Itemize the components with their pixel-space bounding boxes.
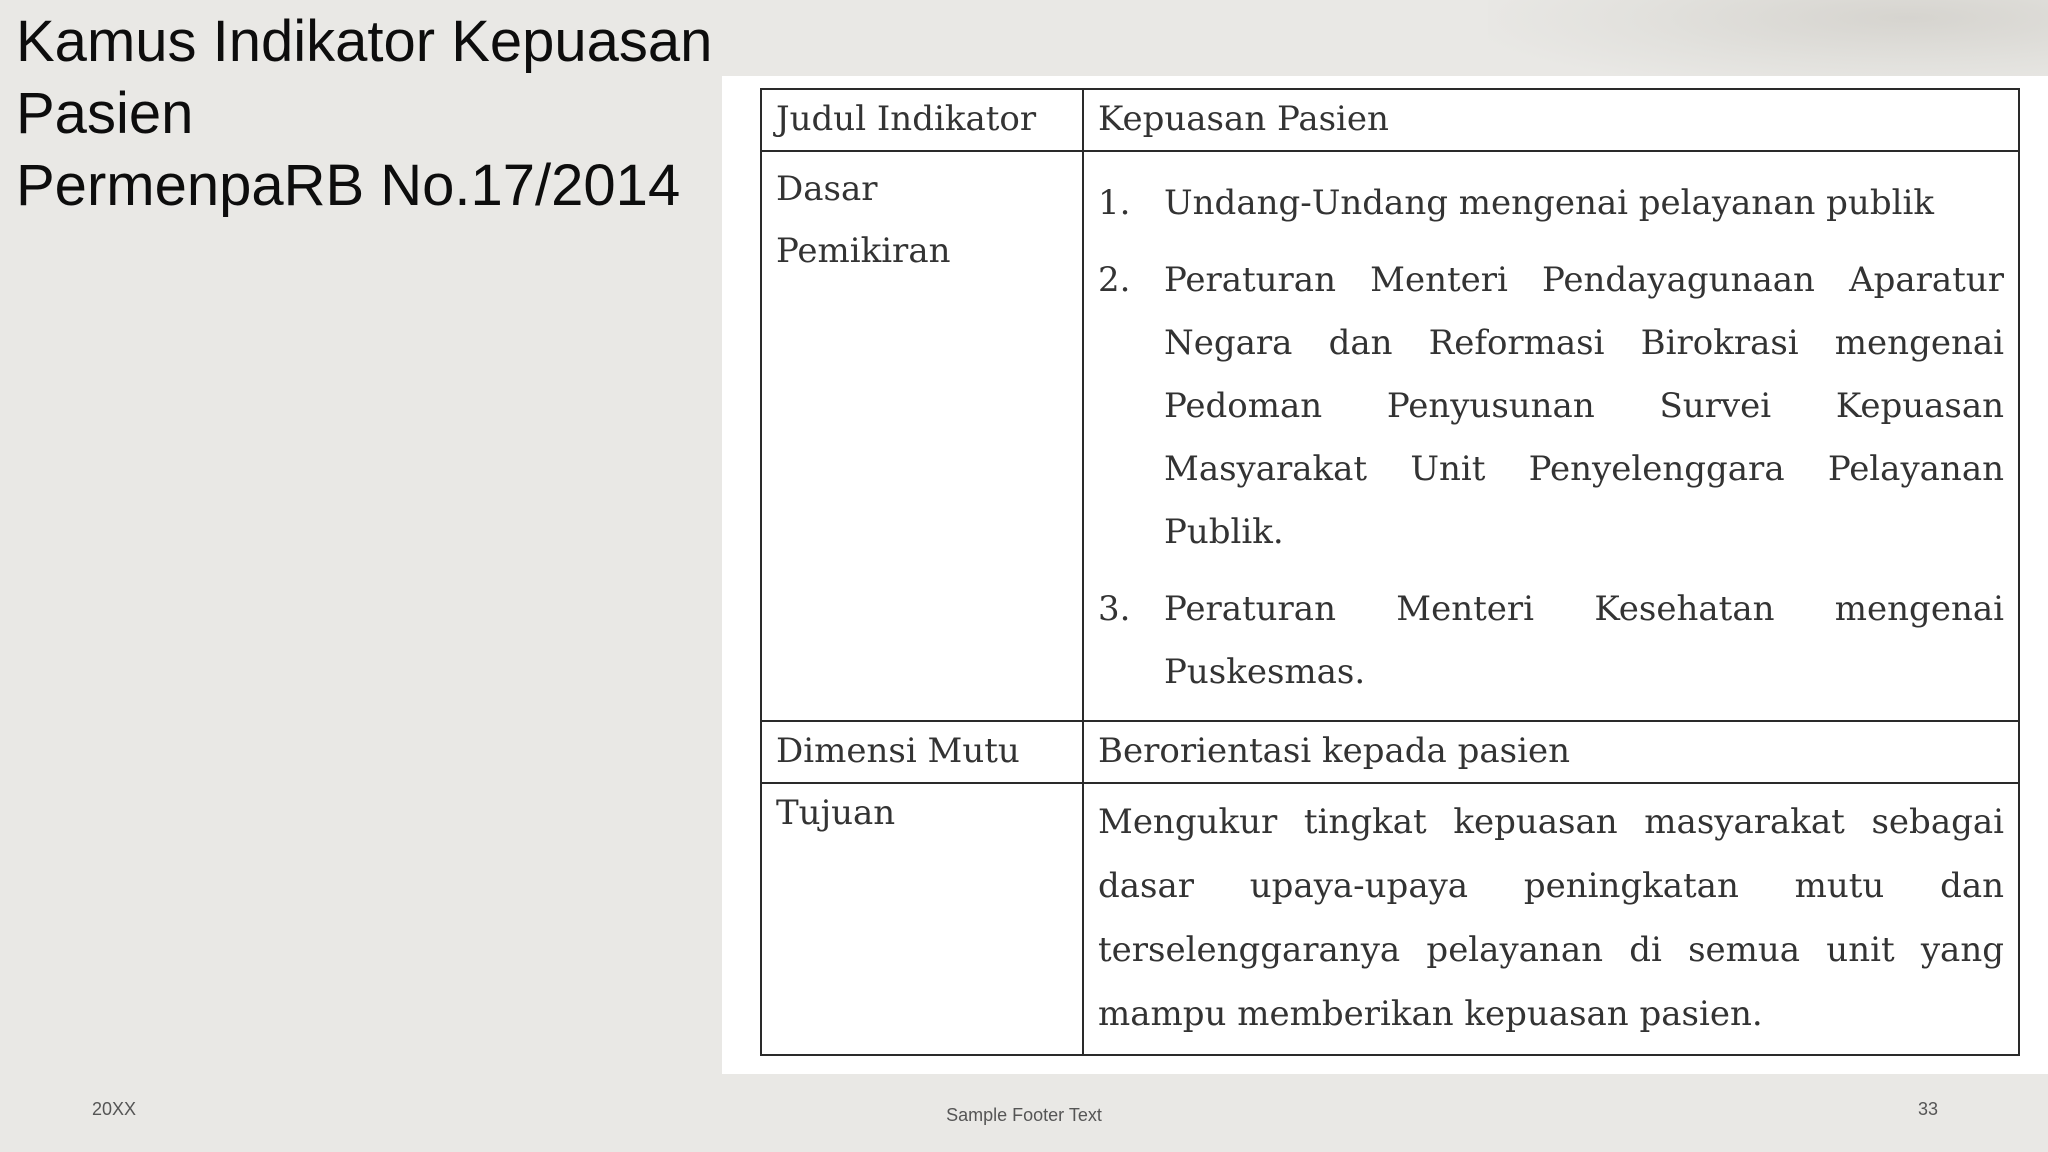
tujuan-text: Mengukur tingkat kepuasan masyarakat sebagai dasar upaya-upaya peningkatan mutu dan terselenggaranya pelayanan di semua unit yang mampu memberikan kepuasan pasien.: [1098, 802, 2004, 1034]
row-value: Berorientasi kepada pasien: [1083, 721, 2019, 783]
list-number: 3.: [1098, 589, 1131, 629]
title-line: PermenpaRB No.17/2014: [16, 153, 681, 218]
list-item: [1098, 172, 2004, 235]
list-number: 2.: [1098, 260, 1131, 300]
list-item: [1098, 249, 2004, 564]
list-number: 1.: [1098, 183, 1131, 223]
label-line: Pemikiran: [776, 231, 951, 271]
row-label: Tujuan: [761, 783, 1083, 1055]
table-row: [761, 721, 2019, 783]
table-row: [761, 783, 2019, 1055]
row-label: Dimensi Mutu: [761, 721, 1083, 783]
table-row: [761, 89, 2019, 151]
slide-title: [16, 6, 756, 222]
list-text: Undang-Undang mengenai pelayanan publik: [1164, 183, 1934, 223]
dasar-list: [1098, 172, 2004, 704]
label-line: Dasar: [776, 169, 878, 209]
row-value: [1083, 783, 2019, 1055]
row-label: Judul Indikator: [761, 89, 1083, 151]
row-label: [761, 151, 1083, 721]
footer-date: 20XX: [92, 1099, 137, 1119]
list-text: Peraturan Menteri Pendayagunaan Aparatur Negara dan Reformasi Birokrasi mengenai Pedoman Penyusunan Survei Kepuasan Masyarakat Unit Penyelenggara Pelayanan Publik.: [1164, 260, 2004, 552]
document-image: [722, 76, 2048, 1074]
title-line: Kamus Indikator Kepuasan: [16, 9, 713, 74]
table-row: [761, 151, 2019, 721]
indicator-table: [760, 88, 2020, 1056]
list-item: [1098, 578, 2004, 704]
page-number: 33: [1917, 1099, 1938, 1119]
row-value: Kepuasan Pasien: [1083, 89, 2019, 151]
footer-text: Sample Footer Text: [946, 1105, 1102, 1125]
row-value: [1083, 151, 2019, 721]
list-text: Peraturan Menteri Kesehatan mengenai Puskesmas.: [1164, 589, 2004, 692]
title-line: Pasien: [16, 81, 194, 146]
